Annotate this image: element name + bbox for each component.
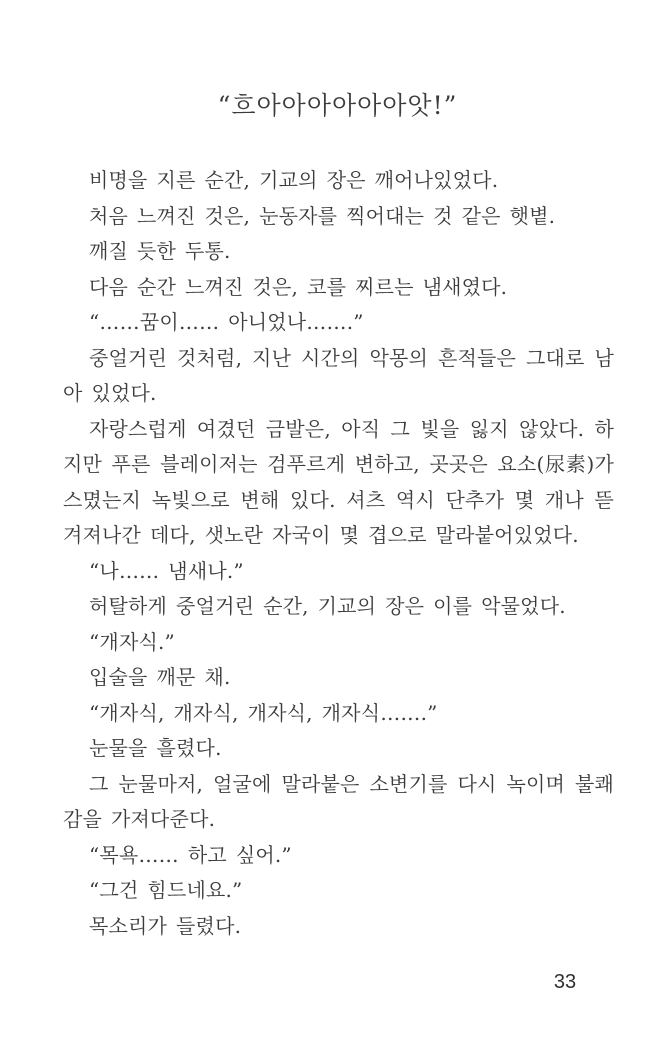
text-line: “나…… 냄새나.” [89, 558, 244, 583]
scream-title: “흐아아아아아아앗!” [217, 91, 458, 120]
text-line: “……꿈이…… 아니었나…….” [89, 310, 364, 334]
text-line: 그 눈물마저, 얼굴에 말라붙은 소변기를 다시 녹이며 불쾌 [89, 771, 614, 796]
page-number: 33 [553, 971, 577, 993]
text-line: “개자식, 개자식, 개자식, 개자식…….” [89, 700, 438, 725]
text-line: 자랑스럽게 여겼던 금발은, 아직 그 빛을 잃지 않았다. 하 [89, 416, 614, 441]
text-line: 목소리가 들렸다. [89, 913, 242, 938]
text-line: 눈물을 흘렸다. [89, 736, 222, 760]
text-line: 스몄는지 녹빛으로 변해 있다. 셔츠 역시 단추가 몇 개나 뜯 [63, 487, 614, 512]
text-line: 허탈하게 중얼거린 순간, 기교의 장은 이를 악물었다. [89, 594, 566, 618]
text-line: 비명을 지른 순간, 기교의 장은 깨어나있었다. [89, 168, 499, 192]
text-line: “목욕…… 하고 싶어.” [89, 842, 292, 867]
body-text-block [63, 163, 614, 944]
text-line: “그건 힘드네요.” [89, 878, 243, 902]
text-line: 중얼거린 것처럼, 지난 시간의 악몽의 흔적들은 그대로 남 [89, 345, 614, 370]
text-line: 다음 순간 느껴진 것은, 코를 찌르는 냄새였다. [89, 274, 508, 299]
text-line: 겨져나간 데다, 샛노란 자국이 몇 겹으로 말라붙어있었다. [63, 523, 579, 547]
text-line: 처음 느껴진 것은, 눈동자를 찍어대는 것 같은 햇볕. [89, 203, 556, 228]
text-line: “개자식.” [89, 629, 175, 654]
text-line: 깨질 듯한 두통. [89, 239, 231, 263]
text-line: 감을 가져다준다. [63, 807, 216, 831]
text-line: 지만 푸른 블레이저는 검푸르게 변하고, 곳곳은 요소(尿素)가 [63, 452, 614, 476]
text-line: 아 있었다. [63, 381, 157, 405]
text-line: 입술을 깨문 채. [89, 665, 231, 689]
